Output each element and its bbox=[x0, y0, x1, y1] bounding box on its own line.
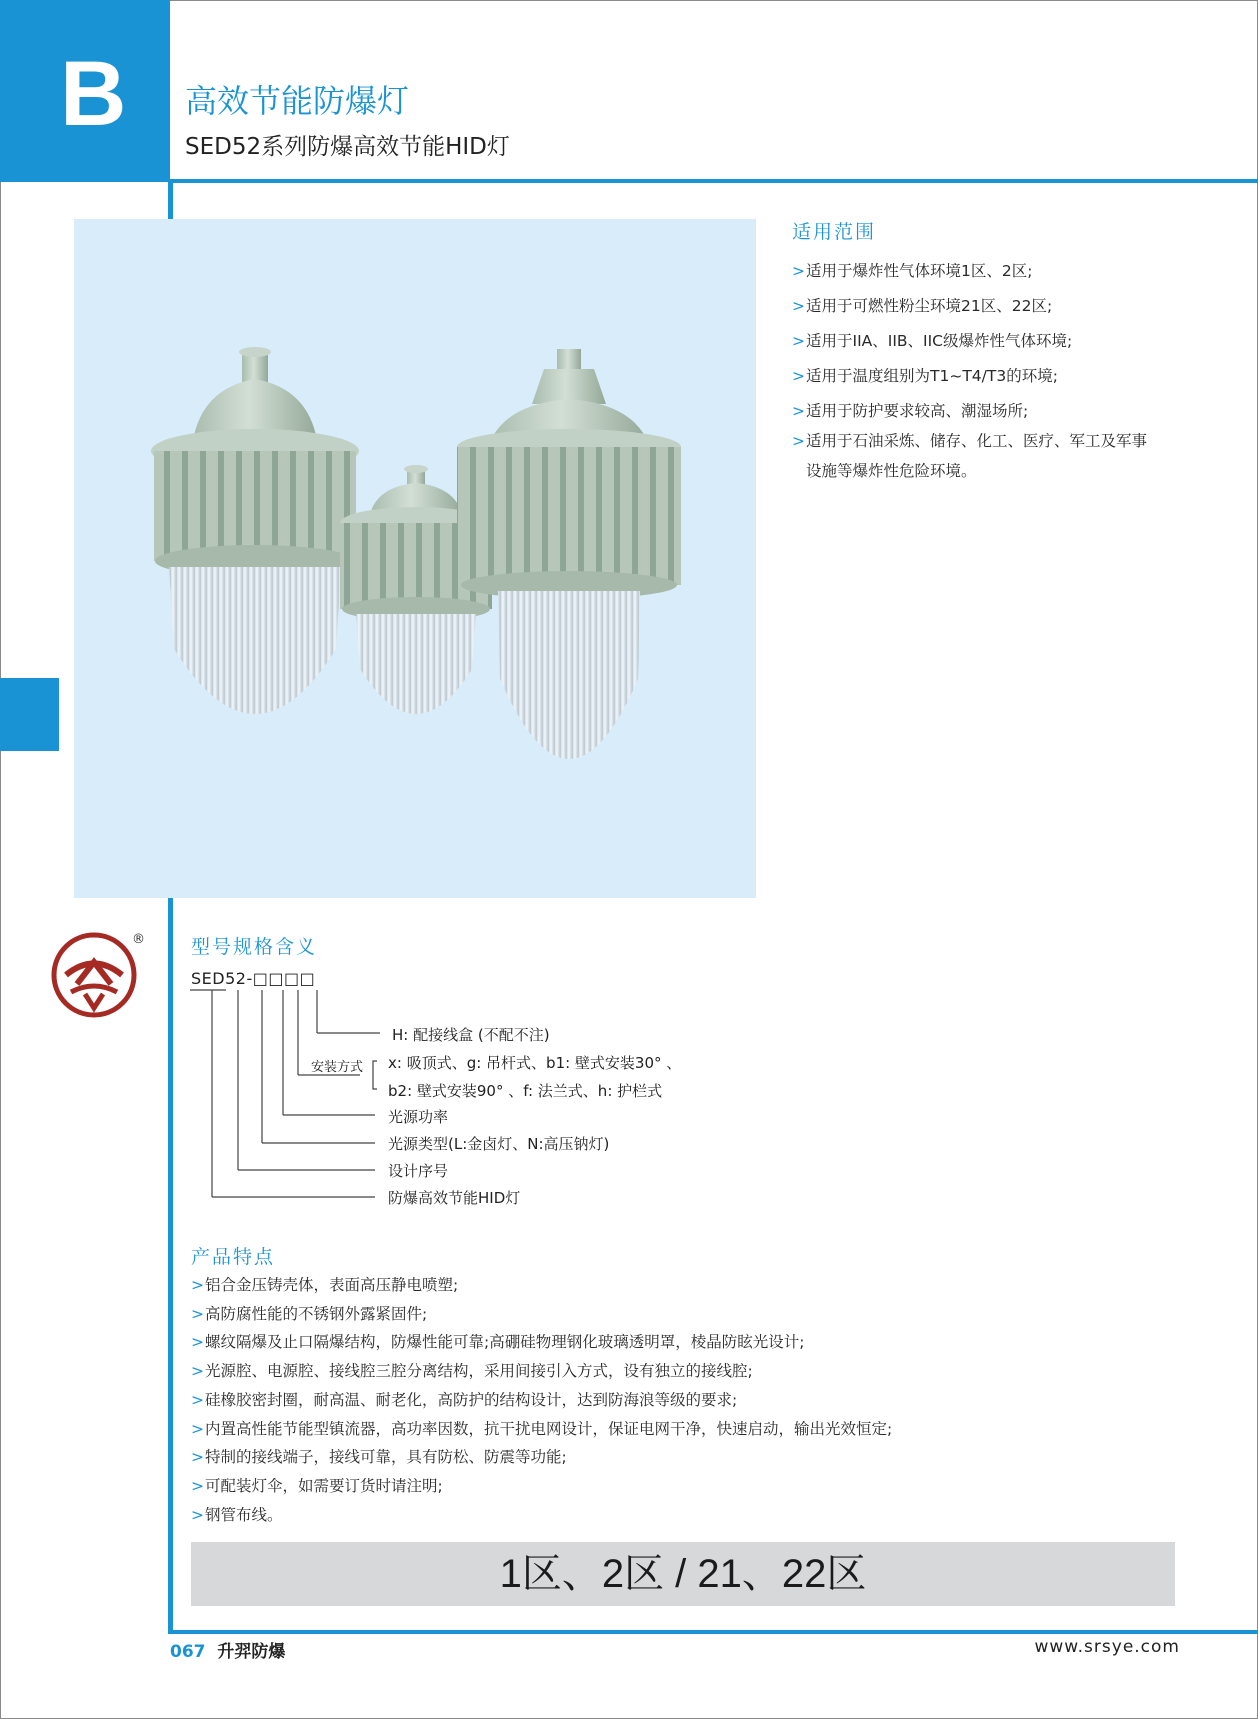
zone-banner: 1区、2区 / 21、22区 bbox=[191, 1542, 1175, 1606]
list-item-continued: 设施等爆炸性危险环境。 bbox=[806, 462, 977, 480]
arrow-icon: > bbox=[191, 1362, 204, 1381]
list-item: > 适用于爆炸性气体环境1区、2区; bbox=[792, 256, 1192, 291]
website-link[interactable]: www.srsye.com bbox=[1034, 1637, 1180, 1657]
arrow-icon: > bbox=[792, 297, 805, 315]
applicable-scope-heading: 适用范围 bbox=[792, 221, 877, 243]
side-tab-marker bbox=[0, 678, 59, 751]
spec-h: H: 配接线盒 (不配不注) bbox=[392, 1026, 550, 1044]
section-letter: B bbox=[60, 43, 127, 145]
footer-rule bbox=[168, 1630, 1258, 1634]
product-photo bbox=[74, 219, 756, 898]
arrow-icon: > bbox=[792, 262, 805, 280]
page-title: 高效节能防爆灯 bbox=[185, 82, 410, 120]
arrow-icon: > bbox=[191, 1333, 204, 1352]
lamps-illustration bbox=[74, 219, 756, 898]
spec-power: 光源功率 bbox=[388, 1108, 449, 1126]
model-spec-heading: 型号规格含义 bbox=[191, 936, 318, 958]
model-code: SED52-□□□□ bbox=[191, 969, 316, 988]
spec-install-line2: b2: 壁式安装90° 、f: 法兰式、h: 护栏式 bbox=[388, 1082, 663, 1100]
registered-mark: ® bbox=[132, 932, 145, 947]
arrow-icon: > bbox=[792, 332, 805, 350]
arrow-icon: > bbox=[191, 1448, 204, 1467]
section-tab bbox=[0, 0, 170, 182]
list-item: > 适用于温度组别为T1~T4/T3的环境; bbox=[792, 361, 1192, 396]
page-number: 067 bbox=[170, 1642, 206, 1662]
footer-page-brand bbox=[170, 1637, 285, 1662]
list-item: > 适用于防护要求较高、潮湿场所; bbox=[792, 396, 1192, 426]
arrow-icon: > bbox=[792, 402, 805, 420]
company-logo bbox=[51, 932, 137, 1018]
list-item: > 内置高性能节能型镇流器，高功率因数，抗干扰电网设计，保证电网干净，快速启动，输出光效恒定; bbox=[191, 1415, 1151, 1444]
list-item: > 钢管布线。 bbox=[191, 1501, 1151, 1530]
list-item: > 适用于可燃性粉尘环境21区、22区; bbox=[792, 291, 1192, 326]
spec-source-type: 光源类型(L:金卤灯、N:高压钠灯) bbox=[388, 1135, 610, 1153]
spec-product: 防爆高效节能HID灯 bbox=[388, 1189, 521, 1207]
lamp-large-left bbox=[151, 347, 359, 714]
arrow-icon: > bbox=[792, 367, 805, 385]
spec-design-no: 设计序号 bbox=[388, 1162, 449, 1180]
header-rule bbox=[170, 179, 1258, 183]
list-item: > 螺纹隔爆及止口隔爆结构，防爆性能可靠;高硼硅物理钢化玻璃透明罩，棱晶防眩光设计; bbox=[191, 1328, 1151, 1357]
features-list bbox=[191, 1271, 1151, 1529]
page-subtitle: SED52系列防爆高效节能HID灯 bbox=[185, 134, 510, 160]
list-item: > 特制的接线端子，接线可靠，具有防松、防震等功能; bbox=[191, 1443, 1151, 1472]
list-item: > 适用于IIA、IIB、IIC级爆炸性气体环境; bbox=[792, 326, 1192, 361]
brand-name: 升羿防爆 bbox=[217, 1642, 286, 1662]
list-item: > 适用于石油采炼、储存、化工、医疗、军工及军事 bbox=[792, 426, 1192, 456]
arrow-icon: > bbox=[191, 1276, 204, 1294]
list-item: > 高防腐性能的不锈钢外露紧固件; bbox=[191, 1300, 1151, 1329]
arrow-icon: > bbox=[191, 1505, 204, 1524]
lamp-large-right bbox=[457, 349, 681, 759]
list-item: > 可配装灯伞，如需要订货时请注明; bbox=[191, 1472, 1151, 1501]
spec-install-line1: x: 吸顶式、g: 吊杆式、b1: 壁式安装30° 、 bbox=[388, 1054, 682, 1072]
list-item: > 硅橡胶密封圈，耐高温、耐老化，高防护的结构设计，达到防海浪等级的要求; bbox=[191, 1386, 1151, 1415]
arrow-icon: > bbox=[191, 1419, 204, 1438]
arrow-icon: > bbox=[191, 1304, 204, 1323]
arrow-icon: > bbox=[191, 1476, 204, 1495]
arrow-icon: > bbox=[191, 1390, 204, 1409]
features-heading: 产品特点 bbox=[191, 1246, 276, 1268]
arrow-icon: > bbox=[792, 432, 805, 450]
spec-install-label: 安装方式 bbox=[311, 1060, 364, 1075]
model-spec-leader-lines bbox=[190, 985, 390, 1205]
list-item: > 光源腔、电源腔、接线腔三腔分离结构，采用间接引入方式，设有独立的接线腔; bbox=[191, 1357, 1151, 1386]
list-item: > 铝合金压铸壳体，表面高压静电喷塑; bbox=[191, 1271, 1151, 1300]
applicable-scope-list bbox=[792, 256, 1192, 486]
